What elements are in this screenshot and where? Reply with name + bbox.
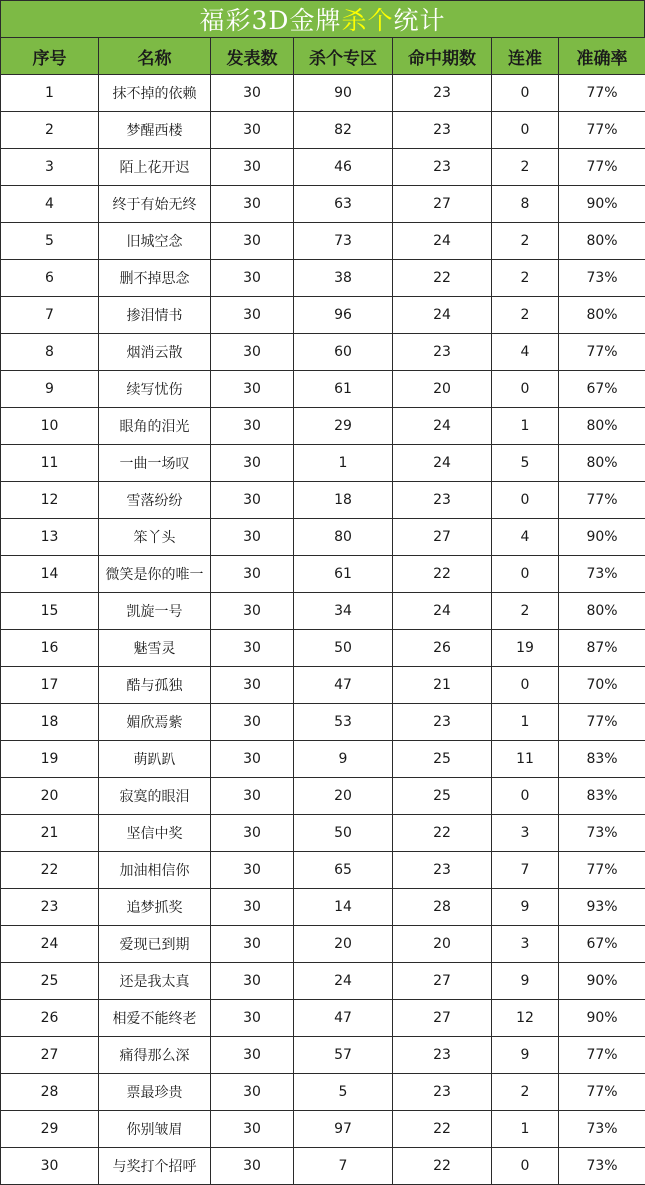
cell-accuracy: 67% bbox=[559, 371, 645, 408]
table-row bbox=[1, 1148, 645, 1185]
cell-accuracy: 67% bbox=[559, 926, 645, 963]
cell-posts: 30 bbox=[211, 852, 294, 889]
cell-hits: 24 bbox=[393, 223, 492, 260]
table-row bbox=[1, 630, 645, 667]
cell-kill-zone: 47 bbox=[294, 667, 393, 704]
cell-hits: 24 bbox=[393, 297, 492, 334]
cell-kill-zone: 60 bbox=[294, 334, 393, 371]
table-row bbox=[1, 704, 645, 741]
cell-posts: 30 bbox=[211, 1000, 294, 1037]
cell-hits: 22 bbox=[393, 556, 492, 593]
cell-index: 1 bbox=[1, 75, 99, 112]
cell-accuracy: 77% bbox=[559, 149, 645, 186]
cell-kill-zone: 1 bbox=[294, 445, 393, 482]
table-row bbox=[1, 926, 645, 963]
cell-accuracy: 77% bbox=[559, 704, 645, 741]
cell-name: 追梦抓奖 bbox=[99, 889, 211, 926]
table-row bbox=[1, 223, 645, 260]
cell-index: 21 bbox=[1, 815, 99, 852]
cell-index: 3 bbox=[1, 149, 99, 186]
cell-accuracy: 77% bbox=[559, 334, 645, 371]
cell-index: 10 bbox=[1, 408, 99, 445]
cell-index: 28 bbox=[1, 1074, 99, 1111]
cell-index: 17 bbox=[1, 667, 99, 704]
cell-posts: 30 bbox=[211, 371, 294, 408]
cell-index: 4 bbox=[1, 186, 99, 223]
table-row bbox=[1, 260, 645, 297]
cell-name: 一曲一场叹 bbox=[99, 445, 211, 482]
cell-name: 票最珍贵 bbox=[99, 1074, 211, 1111]
cell-hits: 20 bbox=[393, 926, 492, 963]
cell-index: 24 bbox=[1, 926, 99, 963]
cell-posts: 30 bbox=[211, 667, 294, 704]
cell-hits: 27 bbox=[393, 963, 492, 1000]
cell-streak: 9 bbox=[492, 889, 559, 926]
table-body bbox=[1, 75, 645, 1185]
cell-streak: 1 bbox=[492, 1111, 559, 1148]
cell-index: 20 bbox=[1, 778, 99, 815]
cell-index: 12 bbox=[1, 482, 99, 519]
cell-name: 抹不掉的依赖 bbox=[99, 75, 211, 112]
cell-kill-zone: 96 bbox=[294, 297, 393, 334]
cell-streak: 4 bbox=[492, 334, 559, 371]
cell-name: 终于有始无终 bbox=[99, 186, 211, 223]
table-row bbox=[1, 1111, 645, 1148]
cell-name: 笨丫头 bbox=[99, 519, 211, 556]
cell-index: 29 bbox=[1, 1111, 99, 1148]
cell-accuracy: 77% bbox=[559, 852, 645, 889]
cell-posts: 30 bbox=[211, 1074, 294, 1111]
table-row bbox=[1, 963, 645, 1000]
cell-streak: 9 bbox=[492, 963, 559, 1000]
cell-posts: 30 bbox=[211, 408, 294, 445]
cell-name: 痛得那么深 bbox=[99, 1037, 211, 1074]
cell-accuracy: 77% bbox=[559, 1074, 645, 1111]
table-row bbox=[1, 889, 645, 926]
cell-index: 15 bbox=[1, 593, 99, 630]
cell-posts: 30 bbox=[211, 741, 294, 778]
cell-accuracy: 83% bbox=[559, 741, 645, 778]
header-posts: 发表数 bbox=[211, 38, 294, 75]
header-name: 名称 bbox=[99, 38, 211, 75]
cell-name: 魅雪灵 bbox=[99, 630, 211, 667]
cell-index: 16 bbox=[1, 630, 99, 667]
cell-accuracy: 90% bbox=[559, 1000, 645, 1037]
cell-streak: 2 bbox=[492, 223, 559, 260]
table-row bbox=[1, 334, 645, 371]
cell-name: 烟消云散 bbox=[99, 334, 211, 371]
table-row bbox=[1, 519, 645, 556]
cell-accuracy: 70% bbox=[559, 667, 645, 704]
cell-index: 25 bbox=[1, 963, 99, 1000]
cell-posts: 30 bbox=[211, 260, 294, 297]
cell-hits: 22 bbox=[393, 815, 492, 852]
cell-index: 13 bbox=[1, 519, 99, 556]
cell-hits: 20 bbox=[393, 371, 492, 408]
cell-kill-zone: 20 bbox=[294, 778, 393, 815]
header-hits: 命中期数 bbox=[393, 38, 492, 75]
cell-kill-zone: 53 bbox=[294, 704, 393, 741]
table-row bbox=[1, 852, 645, 889]
cell-accuracy: 73% bbox=[559, 1111, 645, 1148]
cell-name: 旧城空念 bbox=[99, 223, 211, 260]
cell-posts: 30 bbox=[211, 519, 294, 556]
header-row bbox=[1, 38, 645, 75]
cell-posts: 30 bbox=[211, 482, 294, 519]
cell-accuracy: 77% bbox=[559, 75, 645, 112]
cell-streak: 0 bbox=[492, 112, 559, 149]
cell-posts: 30 bbox=[211, 704, 294, 741]
cell-streak: 4 bbox=[492, 519, 559, 556]
table-row bbox=[1, 186, 645, 223]
cell-accuracy: 77% bbox=[559, 482, 645, 519]
table-row bbox=[1, 1000, 645, 1037]
cell-streak: 5 bbox=[492, 445, 559, 482]
cell-name: 加油相信你 bbox=[99, 852, 211, 889]
cell-accuracy: 80% bbox=[559, 408, 645, 445]
table-row bbox=[1, 778, 645, 815]
table-row bbox=[1, 445, 645, 482]
cell-hits: 22 bbox=[393, 1111, 492, 1148]
cell-streak: 0 bbox=[492, 778, 559, 815]
cell-kill-zone: 61 bbox=[294, 556, 393, 593]
cell-name: 微笑是你的唯一 bbox=[99, 556, 211, 593]
cell-accuracy: 73% bbox=[559, 1148, 645, 1185]
cell-kill-zone: 7 bbox=[294, 1148, 393, 1185]
cell-hits: 23 bbox=[393, 75, 492, 112]
cell-name: 梦醒西楼 bbox=[99, 112, 211, 149]
cell-streak: 0 bbox=[492, 1148, 559, 1185]
cell-streak: 3 bbox=[492, 926, 559, 963]
cell-accuracy: 77% bbox=[559, 1037, 645, 1074]
cell-streak: 12 bbox=[492, 1000, 559, 1037]
cell-kill-zone: 20 bbox=[294, 926, 393, 963]
cell-kill-zone: 38 bbox=[294, 260, 393, 297]
cell-hits: 27 bbox=[393, 1000, 492, 1037]
cell-kill-zone: 29 bbox=[294, 408, 393, 445]
cell-index: 9 bbox=[1, 371, 99, 408]
cell-posts: 30 bbox=[211, 815, 294, 852]
cell-streak: 19 bbox=[492, 630, 559, 667]
cell-posts: 30 bbox=[211, 297, 294, 334]
cell-streak: 2 bbox=[492, 260, 559, 297]
cell-kill-zone: 24 bbox=[294, 963, 393, 1000]
cell-hits: 23 bbox=[393, 1074, 492, 1111]
cell-kill-zone: 46 bbox=[294, 149, 393, 186]
table-row bbox=[1, 371, 645, 408]
cell-index: 27 bbox=[1, 1037, 99, 1074]
cell-hits: 27 bbox=[393, 186, 492, 223]
cell-name: 相爱不能终老 bbox=[99, 1000, 211, 1037]
cell-posts: 30 bbox=[211, 1111, 294, 1148]
table-row bbox=[1, 815, 645, 852]
cell-posts: 30 bbox=[211, 186, 294, 223]
cell-kill-zone: 63 bbox=[294, 186, 393, 223]
cell-name: 续写忧伤 bbox=[99, 371, 211, 408]
cell-hits: 23 bbox=[393, 482, 492, 519]
table-row bbox=[1, 482, 645, 519]
cell-index: 22 bbox=[1, 852, 99, 889]
cell-kill-zone: 34 bbox=[294, 593, 393, 630]
cell-streak: 2 bbox=[492, 149, 559, 186]
cell-accuracy: 73% bbox=[559, 260, 645, 297]
cell-kill-zone: 90 bbox=[294, 75, 393, 112]
cell-streak: 2 bbox=[492, 593, 559, 630]
cell-index: 2 bbox=[1, 112, 99, 149]
cell-accuracy: 93% bbox=[559, 889, 645, 926]
cell-posts: 30 bbox=[211, 334, 294, 371]
cell-hits: 27 bbox=[393, 519, 492, 556]
cell-accuracy: 83% bbox=[559, 778, 645, 815]
title-highlight: 杀个 bbox=[341, 1, 393, 37]
cell-kill-zone: 57 bbox=[294, 1037, 393, 1074]
cell-hits: 23 bbox=[393, 704, 492, 741]
cell-index: 19 bbox=[1, 741, 99, 778]
cell-streak: 11 bbox=[492, 741, 559, 778]
cell-kill-zone: 14 bbox=[294, 889, 393, 926]
header-accuracy: 准确率 bbox=[559, 38, 645, 75]
cell-accuracy: 90% bbox=[559, 186, 645, 223]
cell-streak: 1 bbox=[492, 704, 559, 741]
cell-name: 坚信中奖 bbox=[99, 815, 211, 852]
cell-streak: 0 bbox=[492, 482, 559, 519]
cell-hits: 24 bbox=[393, 593, 492, 630]
cell-index: 14 bbox=[1, 556, 99, 593]
cell-hits: 23 bbox=[393, 1037, 492, 1074]
cell-accuracy: 80% bbox=[559, 593, 645, 630]
cell-hits: 28 bbox=[393, 889, 492, 926]
cell-posts: 30 bbox=[211, 630, 294, 667]
table-row bbox=[1, 149, 645, 186]
title-suffix: 统计 bbox=[393, 1, 445, 37]
cell-accuracy: 80% bbox=[559, 223, 645, 260]
cell-streak: 3 bbox=[492, 815, 559, 852]
cell-index: 5 bbox=[1, 223, 99, 260]
cell-streak: 2 bbox=[492, 1074, 559, 1111]
table-row bbox=[1, 1074, 645, 1111]
cell-streak: 9 bbox=[492, 1037, 559, 1074]
cell-kill-zone: 47 bbox=[294, 1000, 393, 1037]
cell-index: 26 bbox=[1, 1000, 99, 1037]
table-row bbox=[1, 593, 645, 630]
cell-posts: 30 bbox=[211, 926, 294, 963]
cell-hits: 23 bbox=[393, 852, 492, 889]
header-index: 序号 bbox=[1, 38, 99, 75]
cell-streak: 0 bbox=[492, 75, 559, 112]
cell-name: 凯旋一号 bbox=[99, 593, 211, 630]
cell-kill-zone: 73 bbox=[294, 223, 393, 260]
cell-name: 寂寞的眼泪 bbox=[99, 778, 211, 815]
cell-kill-zone: 9 bbox=[294, 741, 393, 778]
cell-streak: 0 bbox=[492, 667, 559, 704]
table-row bbox=[1, 741, 645, 778]
cell-accuracy: 77% bbox=[559, 112, 645, 149]
cell-name: 陌上花开迟 bbox=[99, 149, 211, 186]
title-prefix: 福彩3D金牌 bbox=[200, 1, 342, 37]
cell-kill-zone: 50 bbox=[294, 815, 393, 852]
cell-name: 与奖打个招呼 bbox=[99, 1148, 211, 1185]
cell-index: 6 bbox=[1, 260, 99, 297]
cell-hits: 23 bbox=[393, 334, 492, 371]
cell-accuracy: 73% bbox=[559, 556, 645, 593]
cell-posts: 30 bbox=[211, 963, 294, 1000]
cell-streak: 8 bbox=[492, 186, 559, 223]
cell-name: 爱现已到期 bbox=[99, 926, 211, 963]
cell-posts: 30 bbox=[211, 75, 294, 112]
cell-hits: 22 bbox=[393, 1148, 492, 1185]
cell-index: 23 bbox=[1, 889, 99, 926]
cell-name: 萌趴趴 bbox=[99, 741, 211, 778]
table-row bbox=[1, 408, 645, 445]
cell-posts: 30 bbox=[211, 889, 294, 926]
cell-kill-zone: 5 bbox=[294, 1074, 393, 1111]
cell-kill-zone: 50 bbox=[294, 630, 393, 667]
table-row bbox=[1, 556, 645, 593]
stats-table bbox=[0, 37, 645, 1185]
cell-streak: 7 bbox=[492, 852, 559, 889]
cell-name: 删不掉思念 bbox=[99, 260, 211, 297]
cell-posts: 30 bbox=[211, 223, 294, 260]
cell-accuracy: 90% bbox=[559, 963, 645, 1000]
cell-hits: 23 bbox=[393, 112, 492, 149]
table-row bbox=[1, 297, 645, 334]
cell-index: 7 bbox=[1, 297, 99, 334]
cell-streak: 0 bbox=[492, 371, 559, 408]
cell-name: 还是我太真 bbox=[99, 963, 211, 1000]
cell-posts: 30 bbox=[211, 112, 294, 149]
header-kill-zone: 杀个专区 bbox=[294, 38, 393, 75]
cell-posts: 30 bbox=[211, 593, 294, 630]
cell-hits: 22 bbox=[393, 260, 492, 297]
cell-kill-zone: 18 bbox=[294, 482, 393, 519]
cell-index: 8 bbox=[1, 334, 99, 371]
page-title bbox=[0, 0, 645, 37]
cell-posts: 30 bbox=[211, 149, 294, 186]
table-row bbox=[1, 112, 645, 149]
cell-hits: 21 bbox=[393, 667, 492, 704]
cell-name: 掺泪情书 bbox=[99, 297, 211, 334]
cell-accuracy: 87% bbox=[559, 630, 645, 667]
cell-hits: 24 bbox=[393, 408, 492, 445]
cell-name: 眼角的泪光 bbox=[99, 408, 211, 445]
table-row bbox=[1, 667, 645, 704]
cell-posts: 30 bbox=[211, 556, 294, 593]
cell-kill-zone: 80 bbox=[294, 519, 393, 556]
cell-posts: 30 bbox=[211, 445, 294, 482]
cell-streak: 2 bbox=[492, 297, 559, 334]
cell-streak: 1 bbox=[492, 408, 559, 445]
cell-hits: 26 bbox=[393, 630, 492, 667]
cell-kill-zone: 65 bbox=[294, 852, 393, 889]
cell-kill-zone: 97 bbox=[294, 1111, 393, 1148]
table-row bbox=[1, 75, 645, 112]
cell-accuracy: 80% bbox=[559, 297, 645, 334]
header-streak: 连准 bbox=[492, 38, 559, 75]
table-row bbox=[1, 1037, 645, 1074]
cell-index: 18 bbox=[1, 704, 99, 741]
cell-hits: 25 bbox=[393, 741, 492, 778]
cell-posts: 30 bbox=[211, 1037, 294, 1074]
cell-hits: 23 bbox=[393, 149, 492, 186]
cell-index: 30 bbox=[1, 1148, 99, 1185]
cell-accuracy: 80% bbox=[559, 445, 645, 482]
cell-hits: 25 bbox=[393, 778, 492, 815]
cell-index: 11 bbox=[1, 445, 99, 482]
cell-accuracy: 90% bbox=[559, 519, 645, 556]
cell-posts: 30 bbox=[211, 778, 294, 815]
cell-name: 你别皱眉 bbox=[99, 1111, 211, 1148]
cell-posts: 30 bbox=[211, 1148, 294, 1185]
cell-kill-zone: 82 bbox=[294, 112, 393, 149]
cell-name: 酷与孤独 bbox=[99, 667, 211, 704]
cell-name: 媚欣焉紫 bbox=[99, 704, 211, 741]
cell-streak: 0 bbox=[492, 556, 559, 593]
cell-name: 雪落纷纷 bbox=[99, 482, 211, 519]
cell-accuracy: 73% bbox=[559, 815, 645, 852]
cell-kill-zone: 61 bbox=[294, 371, 393, 408]
cell-hits: 24 bbox=[393, 445, 492, 482]
